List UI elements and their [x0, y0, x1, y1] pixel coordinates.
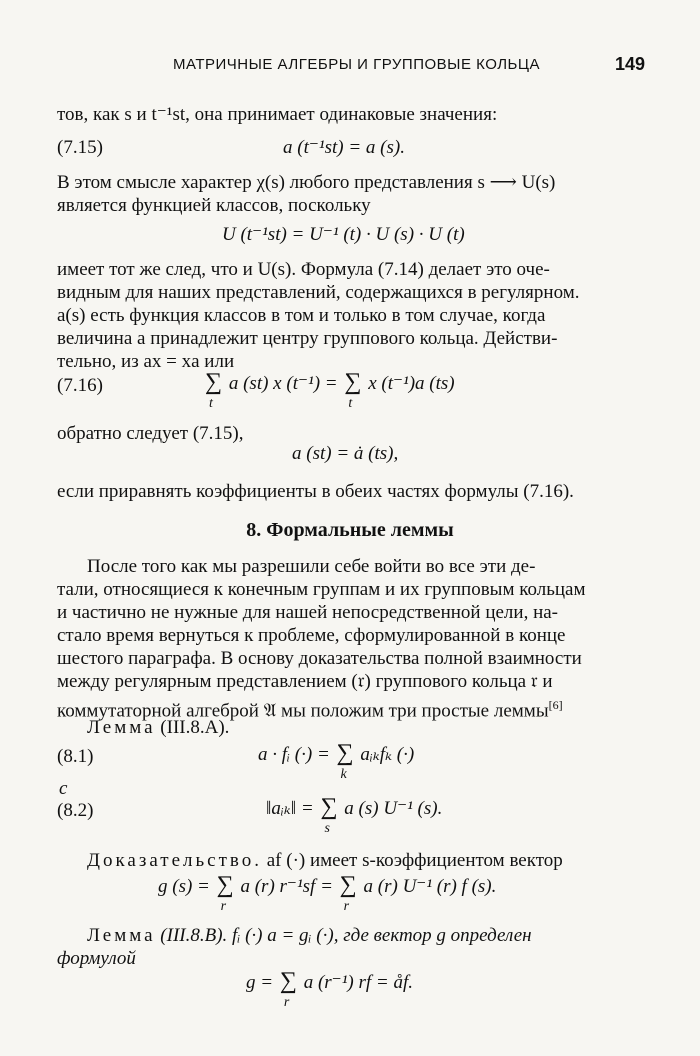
text-line: шестого параграфа. В основу доказательства полной взаимности [57, 648, 582, 669]
equation-7-15: a (t⁻¹st) = a (s). [283, 137, 405, 158]
text-line: если приравнять коэффициенты в обеих частях формулы (7.16). [57, 481, 574, 502]
equation-7-16: ∑ t a (st) x (t⁻¹) = ∑ t x (t⁻¹)a (ts) [205, 369, 455, 411]
text-line: величина a принадлежит центру группового кольца. Действи- [57, 328, 558, 349]
equation-g: g (s) = ∑ r a (r) r⁻¹sf = ∑ r a (r) U⁻¹ (r) f (s). [158, 872, 497, 914]
text-line: стало время вернуться к проблеме, сформулированной в конце [57, 625, 566, 646]
text-line: и частично не нужные для нашей непосредственной цели, на- [57, 602, 559, 623]
text-line: тельно, из ax = xa или [57, 351, 235, 372]
equation-label: (8.1) [57, 746, 94, 767]
sum-symbol: ∑ r [279, 968, 297, 1010]
text-line: a(s) есть функция классов в том и только в том случае, когда [57, 305, 546, 326]
sum-symbol: ∑ s [320, 794, 338, 836]
text-line: видным для наших представлений, содержащихся в регулярном. [57, 282, 580, 303]
sum-symbol: ∑ t [205, 369, 223, 411]
equation-last: g = ∑ r a (r⁻¹) rf = åf. [246, 968, 413, 1010]
sum-symbol: ∑ k [336, 740, 354, 782]
section-title: 8. Формальные леммы [246, 519, 454, 541]
text-line: является функцией классов, поскольку [57, 195, 371, 216]
text-line: После того как мы разрешили себе войти во все эти де- [87, 556, 536, 577]
text-line: обратно следует (7.15), [57, 423, 244, 444]
text-line: В этом смысле характер χ(s) любого представления s ⟶ U(s) [57, 172, 556, 193]
running-title: МАТРИЧНЫЕ АЛГЕБРЫ И ГРУППОВЫЕ КОЛЬЦА [173, 56, 540, 73]
text-line: имеет тот же след, что и U(s). Формула (7.14) делает это оче- [57, 259, 550, 280]
text-line: тали, относящиеся к конечным группам и их групповым кольцам [57, 579, 586, 600]
equation-label: (8.2) [57, 800, 94, 821]
equation-8-2: ‖aᵢₖ‖ = ∑ s a (s) U⁻¹ (s). [266, 794, 443, 836]
sum-symbol: ∑ t [344, 369, 362, 411]
equation-label: (7.16) [57, 375, 103, 396]
equation-8-1: a · fᵢ (·) = ∑ k aᵢₖfₖ (·) [258, 740, 415, 782]
text-line: c [59, 778, 68, 799]
equation-label: (7.15) [57, 137, 103, 158]
text-line: формулой [57, 948, 136, 969]
equation-u: U (t⁻¹st) = U⁻¹ (t) · U (s) · U (t) [222, 224, 465, 245]
equation-ast: a (st) = ȧ (ts), [292, 443, 399, 464]
sum-symbol: ∑ r [339, 872, 357, 914]
lemma-heading: Лемма (III.8.A). [87, 717, 230, 738]
text-line: тов, как s и t⁻¹st, она принимает одинаковые значения: [57, 104, 498, 125]
reference-marker: [6] [548, 698, 563, 712]
lemma-heading: Лемма (III.8.B). fᵢ (·) a = gᵢ (·), где вектор g определен [87, 925, 532, 946]
text-line: между регулярным представлением (𝔯) группового кольца 𝔯 и [57, 671, 553, 692]
sum-symbol: ∑ r [216, 872, 234, 914]
text-line: коммутаторной алгеброй 𝔄 мы положим три простые леммы[6] [57, 698, 563, 722]
page-number: 149 [615, 54, 646, 74]
proof-line: Доказательство. af (·) имеет s-коэффициентом вектор [87, 850, 563, 871]
